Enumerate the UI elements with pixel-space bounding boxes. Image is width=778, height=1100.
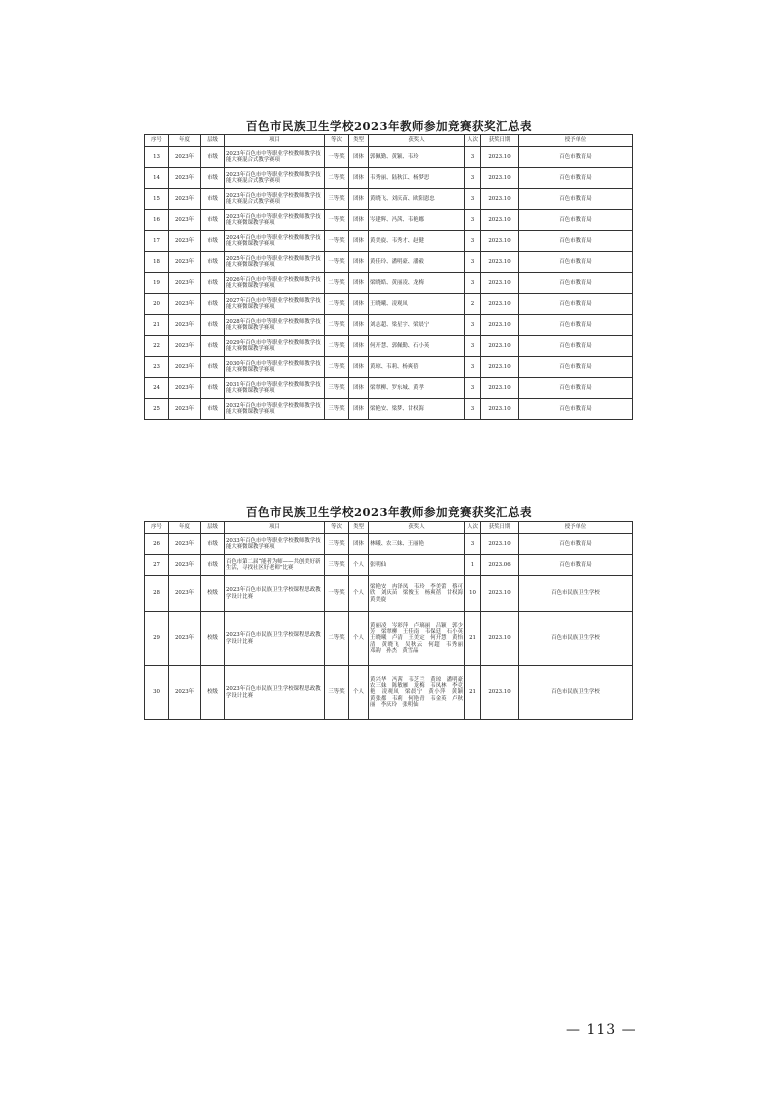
year-cell: 2023年 bbox=[169, 147, 201, 168]
table-row bbox=[145, 576, 633, 612]
person-count-cell: 2 bbox=[465, 294, 481, 315]
column-header-serial-number: 序号 bbox=[145, 135, 169, 147]
level-cell: 市级 bbox=[201, 378, 225, 399]
year-cell: 2023年 bbox=[169, 315, 201, 336]
award-date-cell: 2023.10 bbox=[481, 378, 519, 399]
winners-cell: 梁晓皓、黄丽凌、龙梅 bbox=[369, 273, 465, 294]
year-cell: 2023年 bbox=[169, 336, 201, 357]
awarding-unit-cell: 百色市教育局 bbox=[519, 336, 633, 357]
project-cell: 2025年百色市中等职业学校教师教学技能大赛微课教学赛项 bbox=[225, 252, 325, 273]
table-row bbox=[145, 357, 633, 378]
level-cell: 市级 bbox=[201, 273, 225, 294]
year-cell: 2023年 bbox=[169, 189, 201, 210]
table-row bbox=[145, 189, 633, 210]
project-cell: 2023年百色市中等职业学校教师教学技能大赛混合式教学赛项 bbox=[225, 189, 325, 210]
serial-number-cell: 13 bbox=[145, 147, 169, 168]
year-cell: 2023年 bbox=[169, 612, 201, 666]
award-date-cell: 2023.10 bbox=[481, 294, 519, 315]
awarding-unit-cell: 百色市教育局 bbox=[519, 210, 633, 231]
year-cell: 2023年 bbox=[169, 378, 201, 399]
award-date-cell: 2023.10 bbox=[481, 210, 519, 231]
award-type-cell: 团体 bbox=[349, 273, 369, 294]
awarding-unit-cell: 百色市教育局 bbox=[519, 357, 633, 378]
level-cell: 市级 bbox=[201, 555, 225, 576]
award-grade-cell: 二等奖 bbox=[325, 357, 349, 378]
table-row bbox=[145, 534, 633, 555]
award-type-cell: 团体 bbox=[349, 210, 369, 231]
awarding-unit-cell: 百色市民族卫生学校 bbox=[519, 666, 633, 720]
table-row bbox=[145, 168, 633, 189]
awarding-unit-cell: 百色市教育局 bbox=[519, 189, 633, 210]
serial-number-cell: 26 bbox=[145, 534, 169, 555]
table-row bbox=[145, 252, 633, 273]
award-grade-cell: 一等奖 bbox=[325, 210, 349, 231]
project-cell: 百色市第二届“能者为师——共创美好新生活，寻找社区好老师”比赛 bbox=[225, 555, 325, 576]
award-type-cell: 团体 bbox=[349, 147, 369, 168]
column-header-awarding-unit: 授予单位 bbox=[519, 522, 633, 534]
winners-cell: 林曦、农三妹、王丽艳 bbox=[369, 534, 465, 555]
award-type-cell: 团体 bbox=[349, 336, 369, 357]
column-header-award-type: 类型 bbox=[349, 135, 369, 147]
award-grade-cell: 二等奖 bbox=[325, 294, 349, 315]
awarding-unit-cell: 百色市教育局 bbox=[519, 315, 633, 336]
winners-cell: 黄晓飞、刘庆苗、欧阳恩忠 bbox=[369, 189, 465, 210]
serial-number-cell: 27 bbox=[145, 555, 169, 576]
column-header-project: 项目 bbox=[225, 522, 325, 534]
awarding-unit-cell: 百色市民族卫生学校 bbox=[519, 612, 633, 666]
person-count-cell: 3 bbox=[465, 189, 481, 210]
table-row bbox=[145, 378, 633, 399]
awarding-unit-cell: 百色市教育局 bbox=[519, 273, 633, 294]
project-cell: 2031年百色市中等职业学校教师教学技能大赛微课教学赛项 bbox=[225, 378, 325, 399]
award-grade-cell: 三等奖 bbox=[325, 189, 349, 210]
person-count-cell: 3 bbox=[465, 210, 481, 231]
award-date-cell: 2023.10 bbox=[481, 231, 519, 252]
award-date-cell: 2023.10 bbox=[481, 576, 519, 612]
award-grade-cell: 三等奖 bbox=[325, 666, 349, 720]
award-type-cell: 团体 bbox=[349, 252, 369, 273]
level-cell: 市级 bbox=[201, 189, 225, 210]
table-title-1: 百色市民族卫生学校2023年教师参加竞赛获奖汇总表 bbox=[245, 119, 532, 133]
column-header-year: 年度 bbox=[169, 135, 201, 147]
year-cell: 2023年 bbox=[169, 294, 201, 315]
winners-cell: 梁翠柳、罗东城、黄孝 bbox=[369, 378, 465, 399]
serial-number-cell: 23 bbox=[145, 357, 169, 378]
level-cell: 市级 bbox=[201, 294, 225, 315]
person-count-cell: 3 bbox=[465, 336, 481, 357]
person-count-cell: 21 bbox=[465, 612, 481, 666]
award-grade-cell: 一等奖 bbox=[325, 147, 349, 168]
serial-number-cell: 19 bbox=[145, 273, 169, 294]
column-header-person-count: 人次 bbox=[465, 135, 481, 147]
page-number: — 113 — bbox=[566, 1022, 637, 1038]
serial-number-cell: 14 bbox=[145, 168, 169, 189]
winners-cell: 梁艳安 冉泽凤 韦玲 李美蕾 蔡可欣 刘庆苗 梁俊玉 杨爽蓓 甘权海 黄美旋 bbox=[369, 576, 465, 612]
column-header-winners: 获奖人 bbox=[369, 522, 465, 534]
award-grade-cell: 一等奖 bbox=[325, 252, 349, 273]
level-cell: 市级 bbox=[201, 210, 225, 231]
award-grade-cell: 三等奖 bbox=[325, 534, 349, 555]
project-cell: 2027年百色市中等职业学校教师教学技能大赛微课教学赛项 bbox=[225, 294, 325, 315]
awards-table-2 bbox=[144, 521, 633, 720]
person-count-cell: 3 bbox=[465, 315, 481, 336]
award-grade-cell: 三等奖 bbox=[325, 555, 349, 576]
awarding-unit-cell: 百色市教育局 bbox=[519, 294, 633, 315]
column-header-award-date: 获奖日期 bbox=[481, 135, 519, 147]
winners-cell: 何开慧、郭佩勤、石小英 bbox=[369, 336, 465, 357]
level-cell: 市级 bbox=[201, 399, 225, 420]
project-cell: 2023年百色市中等职业学校教师教学技能大赛混合式教学赛项 bbox=[225, 147, 325, 168]
table-header-row bbox=[145, 135, 633, 147]
person-count-cell: 3 bbox=[465, 378, 481, 399]
award-type-cell: 团体 bbox=[349, 378, 369, 399]
table-row bbox=[145, 612, 633, 666]
table-row bbox=[145, 315, 633, 336]
serial-number-cell: 22 bbox=[145, 336, 169, 357]
award-grade-cell: 三等奖 bbox=[325, 399, 349, 420]
award-type-cell: 团体 bbox=[349, 231, 369, 252]
awarding-unit-cell: 百色市教育局 bbox=[519, 378, 633, 399]
award-date-cell: 2023.10 bbox=[481, 534, 519, 555]
serial-number-cell: 17 bbox=[145, 231, 169, 252]
level-cell: 市级 bbox=[201, 231, 225, 252]
award-grade-cell: 二等奖 bbox=[325, 315, 349, 336]
column-header-level: 层级 bbox=[201, 522, 225, 534]
level-cell: 市级 bbox=[201, 252, 225, 273]
award-type-cell: 团体 bbox=[349, 357, 369, 378]
person-count-cell: 3 bbox=[465, 273, 481, 294]
column-header-award-grade: 等次 bbox=[325, 522, 349, 534]
serial-number-cell: 25 bbox=[145, 399, 169, 420]
award-grade-cell: 二等奖 bbox=[325, 336, 349, 357]
award-type-cell: 团体 bbox=[349, 534, 369, 555]
award-date-cell: 2023.10 bbox=[481, 273, 519, 294]
project-cell: 2023年百色市中等职业学校教师教学技能大赛微课教学赛项 bbox=[225, 210, 325, 231]
person-count-cell: 10 bbox=[465, 576, 481, 612]
column-header-level: 层级 bbox=[201, 135, 225, 147]
awards-table-1 bbox=[144, 134, 633, 420]
serial-number-cell: 18 bbox=[145, 252, 169, 273]
level-cell: 市级 bbox=[201, 534, 225, 555]
awarding-unit-cell: 百色市教育局 bbox=[519, 399, 633, 420]
level-cell: 市级 bbox=[201, 168, 225, 189]
column-header-winners: 获奖人 bbox=[369, 135, 465, 147]
year-cell: 2023年 bbox=[169, 252, 201, 273]
level-cell: 市级 bbox=[201, 315, 225, 336]
award-type-cell: 个人 bbox=[349, 666, 369, 720]
person-count-cell: 21 bbox=[465, 666, 481, 720]
award-date-cell: 2023.10 bbox=[481, 336, 519, 357]
project-cell: 2023年百色市民族卫生学校课程思政教学设计比赛 bbox=[225, 576, 325, 612]
awarding-unit-cell: 百色市教育局 bbox=[519, 555, 633, 576]
person-count-cell: 3 bbox=[465, 147, 481, 168]
column-header-award-date: 获奖日期 bbox=[481, 522, 519, 534]
serial-number-cell: 15 bbox=[145, 189, 169, 210]
table-row bbox=[145, 399, 633, 420]
year-cell: 2023年 bbox=[169, 168, 201, 189]
winners-cell: 岑建辉、冯茜、韦艳娜 bbox=[369, 210, 465, 231]
winners-cell: 黄丽凌 岑彩萍 卢璃丽 吕颖 郭少芳 梁翠柳 王佳南 韦保廷 石小英 王晓曦 卢清 王美定 何开慧 黄怡清 黄晓飞 吴秋云 何超 韦秀丽 邓韵 孙杰 黄雪晶 bbox=[369, 612, 465, 666]
serial-number-cell: 28 bbox=[145, 576, 169, 612]
awarding-unit-cell: 百色市教育局 bbox=[519, 147, 633, 168]
awarding-unit-cell: 百色市教育局 bbox=[519, 231, 633, 252]
level-cell: 市级 bbox=[201, 147, 225, 168]
winners-cell: 王晓曦、凌观凤 bbox=[369, 294, 465, 315]
project-cell: 2033年百色市中等职业学校教师教学技能大赛微课教学赛项 bbox=[225, 534, 325, 555]
person-count-cell: 3 bbox=[465, 357, 481, 378]
table-row bbox=[145, 294, 633, 315]
table-row bbox=[145, 273, 633, 294]
column-header-awarding-unit: 授予单位 bbox=[519, 135, 633, 147]
awarding-unit-cell: 百色市教育局 bbox=[519, 252, 633, 273]
award-date-cell: 2023.10 bbox=[481, 189, 519, 210]
award-grade-cell: 二等奖 bbox=[325, 612, 349, 666]
table-header-row bbox=[145, 522, 633, 534]
table-row bbox=[145, 147, 633, 168]
winners-cell: 黄兴华 冯茜 韦芝兰 黄琼 潘明豪 农三妹 陈敏雁 龙梅 韦凤林 李竞艳 凌观凤 梁晨宁 黄小萍 黄颖 黄张都 韦莉 何艳青 韦金英 卢秋丽 李庆玲 张明仙 bbox=[369, 666, 465, 720]
winners-cell: 黄琼、韦莉、杨爽蓓 bbox=[369, 357, 465, 378]
project-cell: 2029年百色市中等职业学校教师教学技能大赛微课教学赛项 bbox=[225, 336, 325, 357]
column-header-award-type: 类型 bbox=[349, 522, 369, 534]
award-type-cell: 团体 bbox=[349, 294, 369, 315]
project-cell: 2024年百色市中等职业学校教师教学技能大赛微课教学赛项 bbox=[225, 231, 325, 252]
person-count-cell: 1 bbox=[465, 555, 481, 576]
level-cell: 校级 bbox=[201, 576, 225, 612]
table-row bbox=[145, 336, 633, 357]
year-cell: 2023年 bbox=[169, 357, 201, 378]
award-date-cell: 2023.10 bbox=[481, 399, 519, 420]
level-cell: 校级 bbox=[201, 666, 225, 720]
winners-cell: 张明仙 bbox=[369, 555, 465, 576]
awarding-unit-cell: 百色市教育局 bbox=[519, 534, 633, 555]
person-count-cell: 3 bbox=[465, 231, 481, 252]
award-grade-cell: 二等奖 bbox=[325, 273, 349, 294]
winners-cell: 刘志超、梁星宇、梁晨宁 bbox=[369, 315, 465, 336]
award-grade-cell: 一等奖 bbox=[325, 576, 349, 612]
award-type-cell: 个人 bbox=[349, 612, 369, 666]
award-date-cell: 2023.10 bbox=[481, 168, 519, 189]
person-count-cell: 3 bbox=[465, 252, 481, 273]
table-row bbox=[145, 231, 633, 252]
column-header-project: 项目 bbox=[225, 135, 325, 147]
winners-cell: 郭佩勤、黄颖、韦玲 bbox=[369, 147, 465, 168]
person-count-cell: 3 bbox=[465, 168, 481, 189]
award-grade-cell: 三等奖 bbox=[325, 378, 349, 399]
project-cell: 2026年百色市中等职业学校教师教学技能大赛微课教学赛项 bbox=[225, 273, 325, 294]
level-cell: 市级 bbox=[201, 336, 225, 357]
year-cell: 2023年 bbox=[169, 555, 201, 576]
level-cell: 校级 bbox=[201, 612, 225, 666]
serial-number-cell: 29 bbox=[145, 612, 169, 666]
year-cell: 2023年 bbox=[169, 273, 201, 294]
award-grade-cell: 二等奖 bbox=[325, 168, 349, 189]
awarding-unit-cell: 百色市民族卫生学校 bbox=[519, 576, 633, 612]
serial-number-cell: 20 bbox=[145, 294, 169, 315]
table-title-2: 百色市民族卫生学校2023年教师参加竞赛获奖汇总表 bbox=[245, 505, 532, 519]
year-cell: 2023年 bbox=[169, 534, 201, 555]
award-type-cell: 团体 bbox=[349, 189, 369, 210]
winners-cell: 梁艳安、梁梦、甘权海 bbox=[369, 399, 465, 420]
year-cell: 2023年 bbox=[169, 666, 201, 720]
serial-number-cell: 21 bbox=[145, 315, 169, 336]
award-date-cell: 2023.10 bbox=[481, 666, 519, 720]
person-count-cell: 3 bbox=[465, 399, 481, 420]
award-date-cell: 2023.10 bbox=[481, 612, 519, 666]
project-cell: 2023年百色市民族卫生学校课程思政教学设计比赛 bbox=[225, 612, 325, 666]
winners-cell: 韦秀丽、陆秋江、杨梦思 bbox=[369, 168, 465, 189]
award-date-cell: 2023.10 bbox=[481, 252, 519, 273]
award-type-cell: 个人 bbox=[349, 576, 369, 612]
serial-number-cell: 30 bbox=[145, 666, 169, 720]
serial-number-cell: 24 bbox=[145, 378, 169, 399]
project-cell: 2028年百色市中等职业学校教师教学技能大赛微课教学赛项 bbox=[225, 315, 325, 336]
person-count-cell: 3 bbox=[465, 534, 481, 555]
table-row bbox=[145, 210, 633, 231]
table-row bbox=[145, 666, 633, 720]
year-cell: 2023年 bbox=[169, 231, 201, 252]
level-cell: 市级 bbox=[201, 357, 225, 378]
column-header-award-grade: 等次 bbox=[325, 135, 349, 147]
table-row bbox=[145, 555, 633, 576]
award-type-cell: 个人 bbox=[349, 555, 369, 576]
winners-cell: 黄美旋、韦秀才、赵健 bbox=[369, 231, 465, 252]
column-header-serial-number: 序号 bbox=[145, 522, 169, 534]
column-header-person-count: 人次 bbox=[465, 522, 481, 534]
award-type-cell: 团体 bbox=[349, 315, 369, 336]
award-type-cell: 团体 bbox=[349, 399, 369, 420]
serial-number-cell: 16 bbox=[145, 210, 169, 231]
winners-cell: 黄佳玲、潘明豪、潘毅 bbox=[369, 252, 465, 273]
year-cell: 2023年 bbox=[169, 399, 201, 420]
award-date-cell: 2023.10 bbox=[481, 357, 519, 378]
project-cell: 2023年百色市民族卫生学校课程思政教学设计比赛 bbox=[225, 666, 325, 720]
project-cell: 2032年百色市中等职业学校教师教学技能大赛微课教学赛项 bbox=[225, 399, 325, 420]
column-header-year: 年度 bbox=[169, 522, 201, 534]
awarding-unit-cell: 百色市教育局 bbox=[519, 168, 633, 189]
award-date-cell: 2023.10 bbox=[481, 315, 519, 336]
award-type-cell: 团体 bbox=[349, 168, 369, 189]
year-cell: 2023年 bbox=[169, 576, 201, 612]
award-date-cell: 2023.10 bbox=[481, 147, 519, 168]
project-cell: 2030年百色市中等职业学校教师教学技能大赛微课教学赛项 bbox=[225, 357, 325, 378]
project-cell: 2023年百色市中等职业学校教师教学技能大赛混合式教学赛项 bbox=[225, 168, 325, 189]
award-date-cell: 2023.06 bbox=[481, 555, 519, 576]
award-grade-cell: 一等奖 bbox=[325, 231, 349, 252]
year-cell: 2023年 bbox=[169, 210, 201, 231]
